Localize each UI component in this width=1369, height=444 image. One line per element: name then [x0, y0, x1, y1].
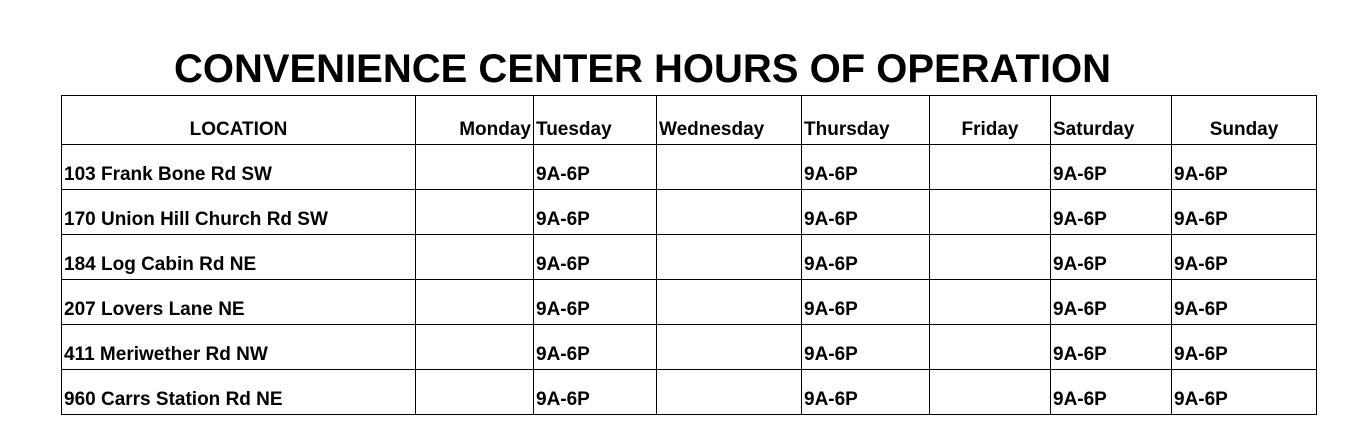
wednesday-cell — [657, 190, 802, 235]
wednesday-cell — [657, 370, 802, 415]
friday-cell — [930, 235, 1051, 280]
tuesday-cell: 9A-6P — [534, 280, 657, 325]
saturday-cell: 9A-6P — [1051, 145, 1172, 190]
location-cell: 207 Lovers Lane NE — [62, 280, 416, 325]
monday-cell — [416, 280, 534, 325]
sunday-cell: 9A-6P — [1172, 235, 1317, 280]
monday-cell — [416, 190, 534, 235]
table-row — [62, 145, 1317, 190]
location-cell: 960 Carrs Station Rd NE — [62, 370, 416, 415]
friday-cell — [930, 145, 1051, 190]
monday-cell — [416, 145, 534, 190]
header-thursday: Thursday — [802, 96, 930, 145]
tuesday-cell: 9A-6P — [534, 190, 657, 235]
wednesday-cell — [657, 325, 802, 370]
saturday-cell: 9A-6P — [1051, 325, 1172, 370]
saturday-cell: 9A-6P — [1051, 280, 1172, 325]
header-row — [62, 96, 1317, 145]
thursday-cell: 9A-6P — [802, 280, 930, 325]
monday-cell — [416, 235, 534, 280]
header-sunday: Sunday — [1172, 96, 1317, 145]
location-cell: 411 Meriwether Rd NW — [62, 325, 416, 370]
table-row — [62, 280, 1317, 325]
saturday-cell: 9A-6P — [1051, 190, 1172, 235]
friday-cell — [930, 370, 1051, 415]
thursday-cell: 9A-6P — [802, 235, 930, 280]
location-cell: 170 Union Hill Church Rd SW — [62, 190, 416, 235]
wednesday-cell — [657, 145, 802, 190]
sunday-cell: 9A-6P — [1172, 280, 1317, 325]
hours-table — [61, 95, 1317, 415]
tuesday-cell: 9A-6P — [534, 235, 657, 280]
sunday-cell: 9A-6P — [1172, 370, 1317, 415]
thursday-cell: 9A-6P — [802, 370, 930, 415]
wednesday-cell — [657, 280, 802, 325]
header-friday: Friday — [930, 96, 1051, 145]
saturday-cell: 9A-6P — [1051, 235, 1172, 280]
table-row — [62, 370, 1317, 415]
friday-cell — [930, 280, 1051, 325]
page-title: CONVENIENCE CENTER HOURS OF OPERATION — [173, 47, 1112, 91]
table-row — [62, 325, 1317, 370]
thursday-cell: 9A-6P — [802, 145, 930, 190]
monday-cell — [416, 325, 534, 370]
location-cell: 103 Frank Bone Rd SW — [62, 145, 416, 190]
tuesday-cell: 9A-6P — [534, 145, 657, 190]
header-wednesday: Wednesday — [657, 96, 802, 145]
location-cell: 184 Log Cabin Rd NE — [62, 235, 416, 280]
sunday-cell: 9A-6P — [1172, 145, 1317, 190]
wednesday-cell — [657, 235, 802, 280]
table-row — [62, 235, 1317, 280]
saturday-cell: 9A-6P — [1051, 370, 1172, 415]
header-saturday: Saturday — [1051, 96, 1172, 145]
header-monday: Monday — [416, 96, 534, 145]
tuesday-cell: 9A-6P — [534, 325, 657, 370]
header-tuesday: Tuesday — [534, 96, 657, 145]
thursday-cell: 9A-6P — [802, 190, 930, 235]
monday-cell — [416, 370, 534, 415]
sunday-cell: 9A-6P — [1172, 325, 1317, 370]
thursday-cell: 9A-6P — [802, 325, 930, 370]
friday-cell — [930, 325, 1051, 370]
tuesday-cell: 9A-6P — [534, 370, 657, 415]
friday-cell — [930, 190, 1051, 235]
table-row — [62, 190, 1317, 235]
sunday-cell: 9A-6P — [1172, 190, 1317, 235]
header-location: LOCATION — [62, 96, 416, 145]
